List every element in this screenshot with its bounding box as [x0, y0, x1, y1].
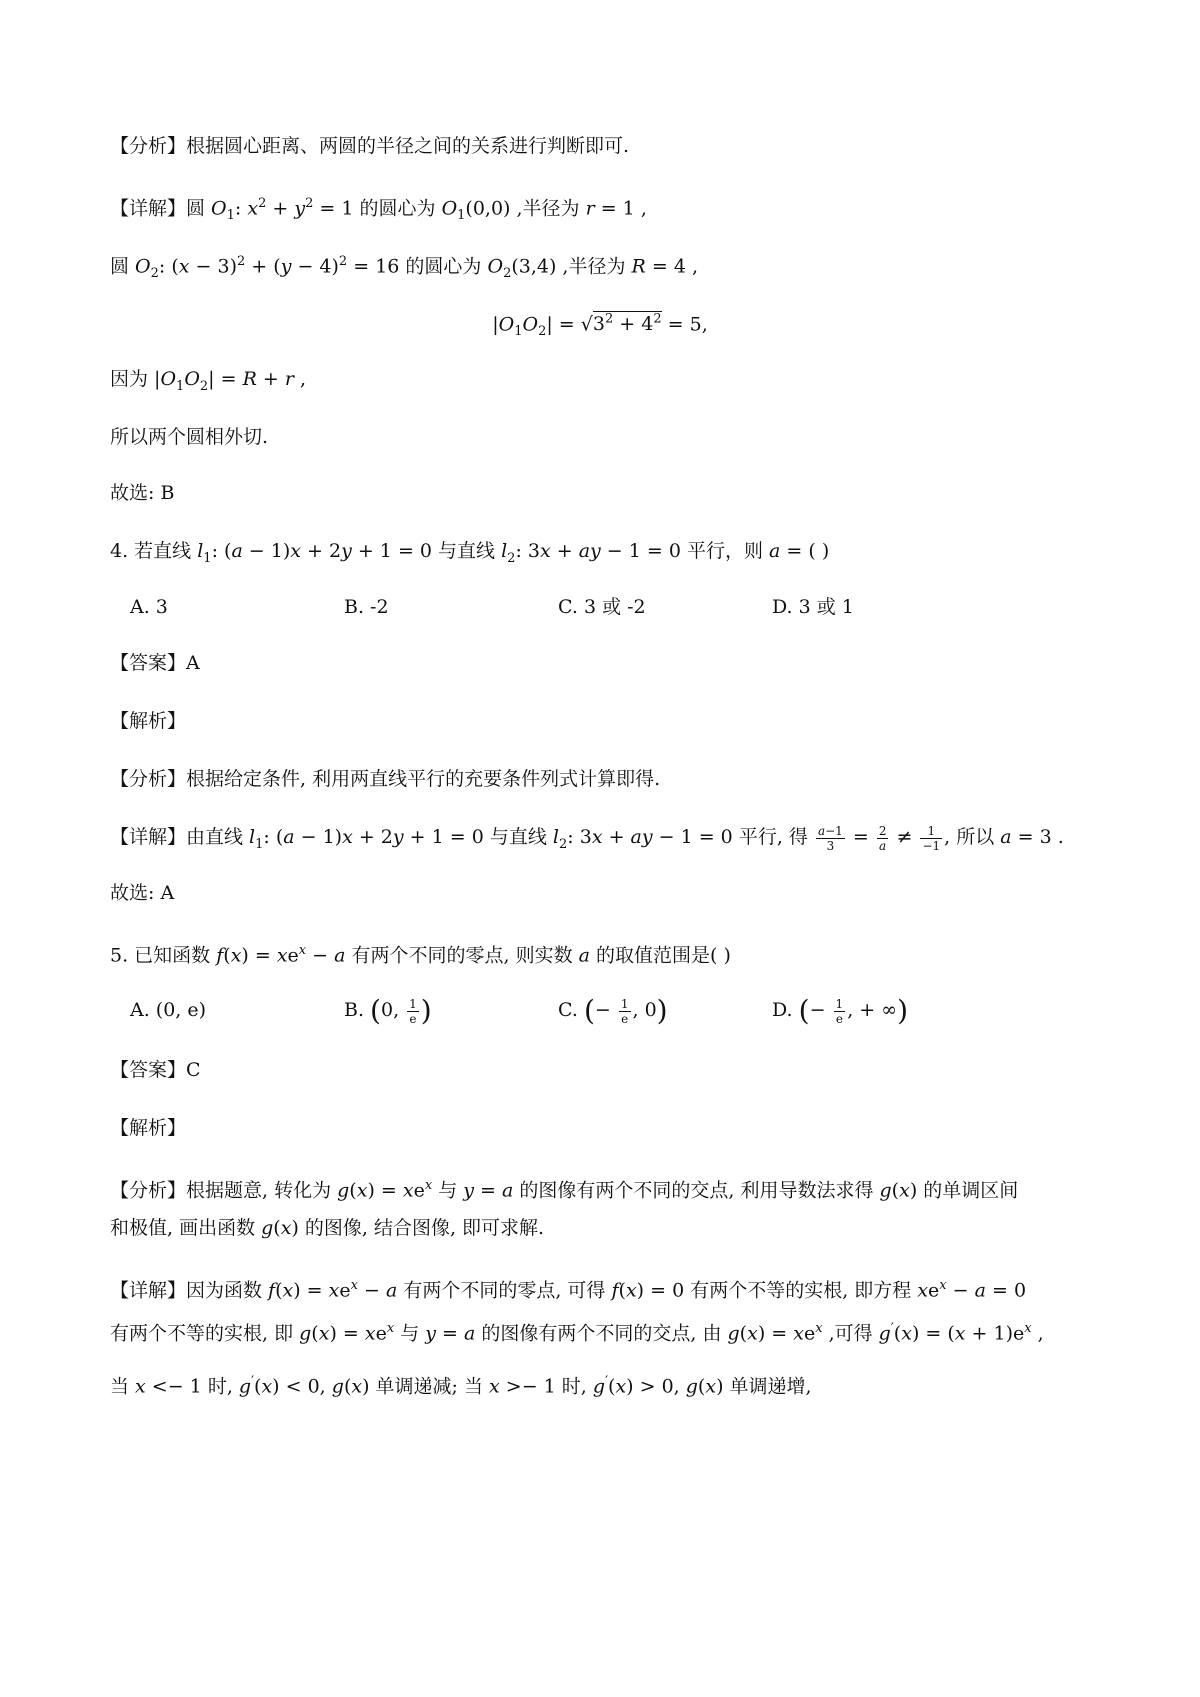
- q5-analysis-1: 【分析】根据题意, 转化为 $g(x) = xe^x$ 与 y = a 的图像有两个不同的交点, 利用导数法求得 g(x) 的单调区间: [110, 1178, 1019, 1202]
- conclusion-line: 所以两个圆相外切.: [110, 426, 269, 448]
- question-4: 4. 若直线 $l_1$: (a − 1)x + 2y + 1 = 0 与直线 $l_2$: 3x + ay − 1 = 0 平行，则 a = ( ): [110, 540, 830, 566]
- q5-option-b: B. (0, $\frac{1}{e}$ ): [344, 994, 432, 1027]
- q5-detail-1: 【详解】因为函数 $f(x) = xe^x - a$ 有两个不同的零点, 可得 f(x) = 0 有两个不等的实根, 即方程 $xe^x - a = 0$: [110, 1278, 1027, 1302]
- q4-option-b: B. -2: [344, 596, 389, 618]
- reason-line: 因为 $|O_1O_2| = R + r$ ,: [110, 368, 307, 394]
- detail-line-2: 圆 $O_2$: $(x - 3)^2 + (y - 4)^2 = 16$ 的圆心为 $O_2(3,4)$ ,半径为 R = 4 ,: [110, 254, 699, 282]
- answer-choice-3: 故选: B: [110, 482, 175, 504]
- q4-choice: 故选: A: [110, 882, 175, 904]
- q4-option-a: A. 3: [130, 596, 168, 618]
- q5-detail-2: 有两个不等的实根, 即 $g(x) = xe^x$ 与 y = a 的图像有两个不同的交点, 由 $g(x) = xe^x$ ,可得 $g'(x) = (x + 1)e^x$ ,: [110, 1321, 1044, 1345]
- distance-formula: $|O_1O_2| = √3^2 + 4^2 = 5$,: [492, 312, 708, 340]
- q5-answer: 【答案】C: [110, 1059, 201, 1081]
- q4-explanation-heading: 【解析】: [110, 710, 187, 732]
- q4-detail: 【详解】由直线 $l_1$: (a − 1)x + 2y + 1 = 0 与直线 $l_2$: 3x + ay − 1 = 0 平行, 得 $\frac{a-1}{3}$ = $\frac{2}{a}$ ≠ $\frac{1}{-1}$ , 所以 a = 3 .: [110, 823, 1064, 853]
- question-5: 5. 已知函数 $f(x) = xe^x - a$ 有两个不同的零点, 则实数 a 的取值范围是( ): [110, 943, 731, 967]
- q5-option-a: A. (0, e): [130, 999, 207, 1021]
- detail-line-1: 【详解】圆 $O_1$: $x^2 + y^2 = 1$ 的圆心为 $O_1(0,0)$ ,半径为 r = 1 ,: [110, 196, 647, 224]
- q5-explanation-heading: 【解析】: [110, 1117, 187, 1139]
- q4-analysis: 【分析】根据给定条件, 利用两直线平行的充要条件列式计算即得.: [110, 768, 661, 790]
- q5-option-d: D. (− $\frac{1}{e}$ , + ∞): [772, 994, 908, 1027]
- analysis-line: 【分析】根据圆心距离、两圆的半径之间的关系进行判断即可.: [110, 135, 630, 157]
- q5-analysis-2: 和极值, 画出函数 g(x) 的图像, 结合图像, 即可求解.: [110, 1217, 545, 1239]
- q5-detail-3: 当 x <− 1 时, g′(x) < 0, g(x) 单调递减; 当 x >− 1 时, g′(x) > 0, g(x) 单调递增,: [110, 1374, 812, 1398]
- q4-option-c: C. 3 或 -2: [558, 596, 646, 618]
- q4-answer: 【答案】A: [110, 652, 200, 674]
- q4-option-d: D. 3 或 1: [772, 596, 854, 618]
- q5-option-c: C. (− $\frac{1}{e}$ , 0): [558, 994, 668, 1027]
